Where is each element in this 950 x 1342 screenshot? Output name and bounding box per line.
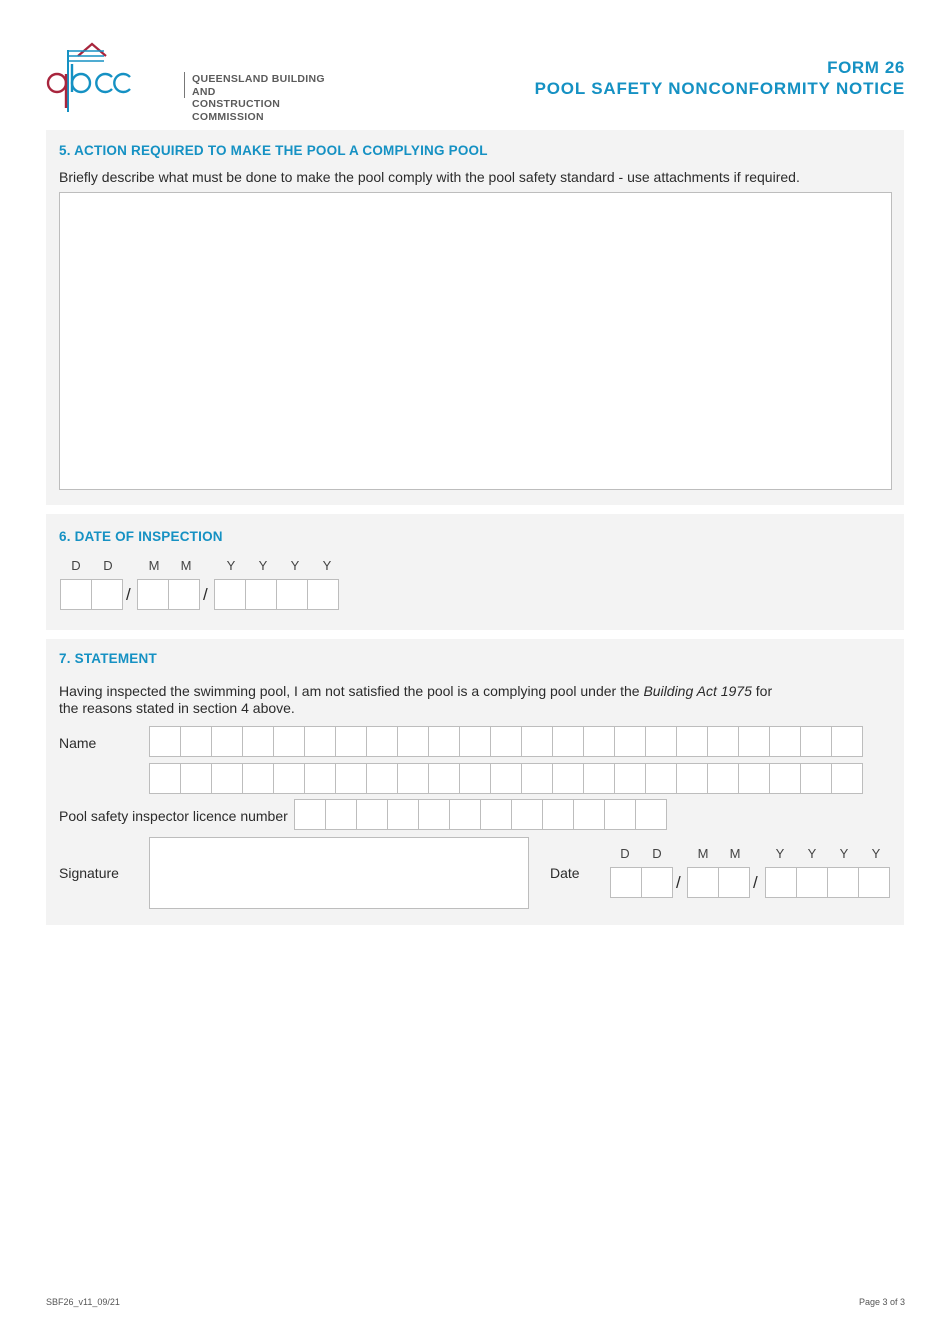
logo-divider	[184, 72, 185, 98]
qbcc-logo-mark	[46, 42, 146, 114]
date-separator: /	[676, 873, 681, 892]
name-cell[interactable]	[707, 763, 739, 794]
licence-number-cell[interactable]	[387, 799, 419, 830]
name-cell[interactable]	[149, 726, 181, 757]
licence-number-cell[interactable]	[418, 799, 450, 830]
statement-line-1	[59, 683, 772, 700]
name-cell[interactable]	[428, 726, 460, 757]
inspection-year-digit-4[interactable]	[307, 579, 339, 610]
statement-act-name: Building Act 1975	[643, 683, 752, 699]
inspection-day-cells	[60, 579, 122, 610]
name-cell[interactable]	[397, 763, 429, 794]
organisation-name	[192, 73, 336, 123]
licence-number-cell[interactable]	[511, 799, 543, 830]
name-cell[interactable]	[831, 726, 863, 757]
name-cell[interactable]	[831, 763, 863, 794]
name-cell[interactable]	[583, 763, 615, 794]
name-cell[interactable]	[769, 763, 801, 794]
name-cell[interactable]	[180, 726, 212, 757]
inspection-month-digit-1[interactable]	[137, 579, 169, 610]
licence-number-cell[interactable]	[356, 799, 388, 830]
inspection-date-format-labels	[60, 558, 343, 573]
name-cell[interactable]	[490, 763, 522, 794]
licence-number-label: Pool safety inspector licence number	[59, 808, 288, 824]
date-format-char: D	[652, 846, 662, 861]
section-7-heading: 7. STATEMENT	[59, 651, 157, 666]
signature-year-digit-3[interactable]	[827, 867, 859, 898]
name-cell[interactable]	[583, 726, 615, 757]
name-cell[interactable]	[335, 763, 367, 794]
date-format-char: Y	[871, 846, 881, 861]
name-label: Name	[59, 735, 97, 751]
inspection-year-digit-3[interactable]	[276, 579, 308, 610]
name-cell[interactable]	[800, 726, 832, 757]
inspection-year-cells	[214, 579, 338, 610]
date-format-char: Y	[839, 846, 849, 861]
date-separator: /	[753, 873, 758, 892]
statement-text	[59, 683, 772, 717]
name-cell[interactable]	[707, 726, 739, 757]
date-format-char: Y	[322, 558, 332, 573]
signature-box[interactable]	[149, 837, 529, 909]
date-format-char: M	[729, 846, 741, 861]
signature-month-cells	[687, 867, 749, 898]
name-cells-row-2	[149, 763, 862, 794]
signature-day-digit-1[interactable]	[610, 867, 642, 898]
inspection-month-digit-2[interactable]	[168, 579, 200, 610]
statement-text-pre: Having inspected the swimming pool, I am not satisfied the pool is a complying pool under the	[59, 683, 644, 699]
section-5-heading: 5. ACTION REQUIRED TO MAKE THE POOL A COMPLYING POOL	[59, 143, 488, 158]
signature-day-digit-2[interactable]	[641, 867, 673, 898]
name-cell[interactable]	[180, 763, 212, 794]
name-cell[interactable]	[490, 726, 522, 757]
section-5-instruction: Briefly describe what must be done to make the pool comply with the pool safety standard - use attachments if required.	[59, 169, 800, 185]
form-number: FORM 26	[827, 58, 905, 77]
signature-date-format-labels	[609, 846, 892, 861]
name-cell[interactable]	[211, 726, 243, 757]
name-cell[interactable]	[242, 763, 274, 794]
name-cell[interactable]	[304, 726, 336, 757]
date-format-char: D	[620, 846, 630, 861]
name-cell[interactable]	[552, 726, 584, 757]
qbcc-logo	[46, 42, 336, 123]
licence-number-cell[interactable]	[604, 799, 636, 830]
name-cells-row-1	[149, 726, 862, 757]
section-action-required	[46, 130, 904, 505]
inspection-year-digit-2[interactable]	[245, 579, 277, 610]
name-cell[interactable]	[397, 726, 429, 757]
licence-number-cell[interactable]	[449, 799, 481, 830]
inspection-month-cells	[137, 579, 199, 610]
name-cell[interactable]	[335, 726, 367, 757]
date-format-char: D	[71, 558, 81, 573]
inspection-day-digit-2[interactable]	[91, 579, 123, 610]
date-label: Date	[550, 865, 580, 881]
licence-number-cell[interactable]	[542, 799, 574, 830]
name-cell[interactable]	[273, 726, 305, 757]
form-header	[535, 57, 905, 100]
name-cell[interactable]	[459, 763, 491, 794]
licence-number-cell[interactable]	[325, 799, 357, 830]
statement-line-2: the reasons stated in section 4 above.	[59, 700, 295, 716]
section-statement	[46, 639, 904, 925]
licence-number-cell[interactable]	[573, 799, 605, 830]
signature-month-digit-2[interactable]	[718, 867, 750, 898]
name-cell[interactable]	[366, 763, 398, 794]
name-cell[interactable]	[800, 763, 832, 794]
name-cell[interactable]	[614, 763, 646, 794]
signature-label: Signature	[59, 865, 119, 881]
date-format-char: M	[180, 558, 192, 573]
name-cell[interactable]	[552, 763, 584, 794]
section-6-heading: 6. DATE OF INSPECTION	[59, 529, 223, 544]
name-cell[interactable]	[521, 763, 553, 794]
date-format-char: M	[697, 846, 709, 861]
signature-day-cells	[610, 867, 672, 898]
form-title: POOL SAFETY NONCONFORMITY NOTICE	[534, 79, 905, 98]
signature-year-digit-1[interactable]	[765, 867, 797, 898]
signature-month-digit-1[interactable]	[687, 867, 719, 898]
signature-year-digit-2[interactable]	[796, 867, 828, 898]
date-separator: /	[203, 585, 208, 604]
statement-text-post: for	[751, 683, 773, 699]
name-cell[interactable]	[242, 726, 274, 757]
inspection-day-digit-1[interactable]	[60, 579, 92, 610]
date-format-char: Y	[226, 558, 236, 573]
name-cell[interactable]	[676, 726, 708, 757]
action-required-textarea[interactable]	[59, 192, 892, 490]
name-cell[interactable]	[738, 763, 770, 794]
date-format-char: Y	[775, 846, 785, 861]
name-cell[interactable]	[428, 763, 460, 794]
name-cell[interactable]	[459, 726, 491, 757]
date-separator: /	[126, 585, 131, 604]
section-date-of-inspection	[46, 514, 904, 630]
name-cell[interactable]	[738, 726, 770, 757]
signature-year-digit-4[interactable]	[858, 867, 890, 898]
date-format-char: D	[103, 558, 113, 573]
name-cell[interactable]	[769, 726, 801, 757]
name-cell[interactable]	[273, 763, 305, 794]
date-format-char: Y	[258, 558, 268, 573]
name-cell[interactable]	[304, 763, 336, 794]
name-cell[interactable]	[521, 726, 553, 757]
licence-number-cell[interactable]	[480, 799, 512, 830]
name-cell[interactable]	[614, 726, 646, 757]
footer-form-code: SBF26_v11_09/21	[46, 1297, 120, 1307]
signature-year-cells	[765, 867, 889, 898]
name-cell[interactable]	[676, 763, 708, 794]
organisation-name-line2: CONSTRUCTION COMMISSION	[192, 98, 281, 123]
name-cell[interactable]	[366, 726, 398, 757]
name-cell[interactable]	[645, 726, 677, 757]
date-format-char: Y	[290, 558, 300, 573]
licence-number-cell[interactable]	[294, 799, 326, 830]
organisation-name-line1: QUEENSLAND BUILDING AND	[192, 73, 325, 98]
inspection-year-digit-1[interactable]	[214, 579, 246, 610]
name-cell[interactable]	[211, 763, 243, 794]
date-format-char: M	[148, 558, 160, 573]
licence-number-cell[interactable]	[635, 799, 667, 830]
name-cell[interactable]	[645, 763, 677, 794]
licence-number-cells	[294, 799, 666, 830]
name-cell[interactable]	[149, 763, 181, 794]
footer-page-number: Page 3 of 3	[858, 1297, 905, 1307]
date-format-char: Y	[807, 846, 817, 861]
